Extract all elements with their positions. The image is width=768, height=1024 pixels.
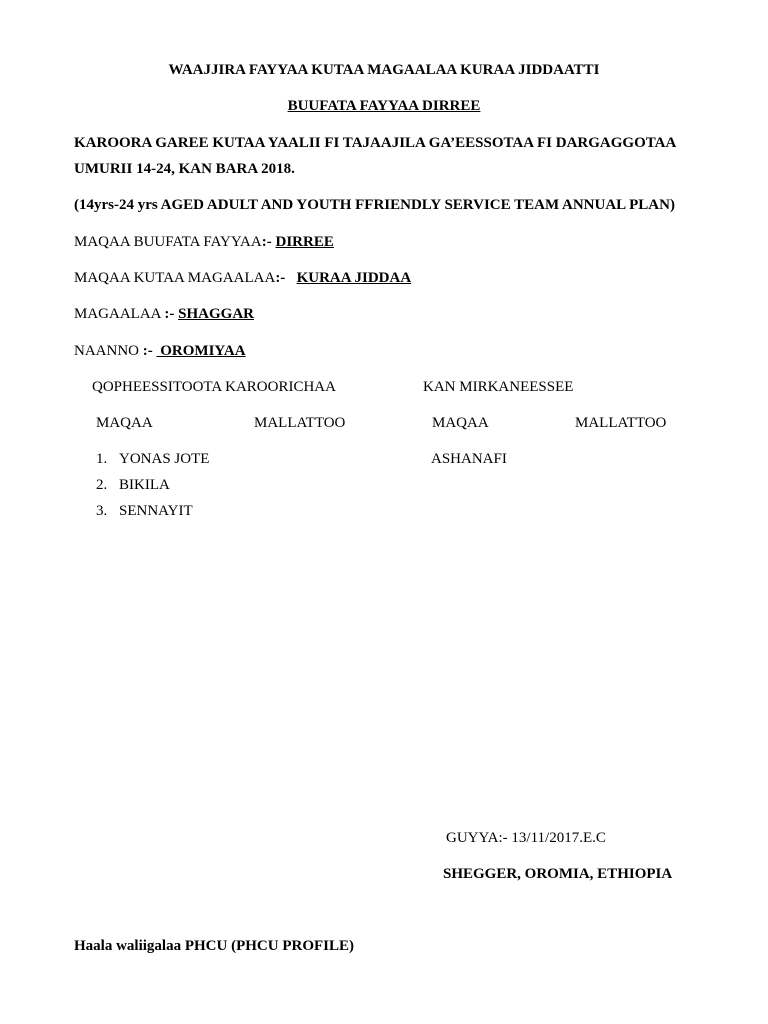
list-item <box>96 450 209 468</box>
plan-title <box>74 130 714 182</box>
field-separator: :- <box>164 306 179 322</box>
column-signature-approver: MALLATTOO <box>575 415 667 431</box>
plan-title-line1: KAROORA GAREE KUTAA YAALII FI TAJAAJILA GA’EESSOTAA FI DARGAGGOTAA <box>74 135 677 151</box>
list-number: 3. <box>96 503 108 519</box>
list-item <box>96 502 193 520</box>
field-region <box>74 342 246 360</box>
list-number: 2. <box>96 477 108 493</box>
field-label: MAGAALAA <box>74 306 165 322</box>
plan-title-line2: UMURII 14-24, KAN BARA 2018. <box>74 161 295 177</box>
list-item <box>96 476 170 494</box>
field-value: SHAGGAR <box>178 306 255 322</box>
health-post-title: BUUFATA FAYYAA DIRREE <box>287 98 481 114</box>
plan-title-english: (14yrs-24 yrs AGED ADULT AND YOUTH FFRIENDLY SERVICE TEAM ANNUAL PLAN) <box>74 197 675 213</box>
preparer-name: BIKILA <box>119 477 170 493</box>
column-signature-preparers: MALLATTOO <box>254 415 346 431</box>
document-location: SHEGGER, OROMIA, ETHIOPIA <box>443 866 673 882</box>
field-value: OROMIYAA <box>156 343 246 359</box>
field-health-post <box>74 233 334 251</box>
field-city <box>74 305 254 323</box>
preparer-name: SENNAYIT <box>119 503 193 519</box>
approver-heading: KAN MIRKANEESSEE <box>423 379 574 395</box>
preparers-heading: QOPHEESSITOOTA KAROORICHAA <box>92 379 336 395</box>
field-subcity <box>74 269 411 287</box>
field-label: NAANNO <box>74 343 143 359</box>
section-heading: Haala waliigalaa PHCU (PHCU PROFILE) <box>74 938 354 954</box>
organization-header: WAAJJIRA FAYYAA KUTAA MAGAALAA KURAA JIDDAATTI <box>168 62 600 78</box>
field-value: KURAA JIDDAA <box>296 270 412 286</box>
field-separator: :- <box>142 343 157 359</box>
column-name-preparers: MAQAA <box>96 415 153 431</box>
column-name-approver: MAQAA <box>432 415 489 431</box>
document-date: GUYYA:- 13/11/2017.E.C <box>446 830 606 846</box>
approver-name: ASHANAFI <box>431 451 507 467</box>
field-label: MAQAA KUTAA MAGAALAA <box>74 270 276 286</box>
preparer-name: YONAS JOTE <box>119 451 210 467</box>
field-separator: :- <box>275 270 297 286</box>
field-label: MAQAA BUUFATA FAYYAA <box>74 234 262 250</box>
field-separator: :- <box>261 234 276 250</box>
list-number: 1. <box>96 451 108 467</box>
field-value: DIRREE <box>275 234 334 250</box>
